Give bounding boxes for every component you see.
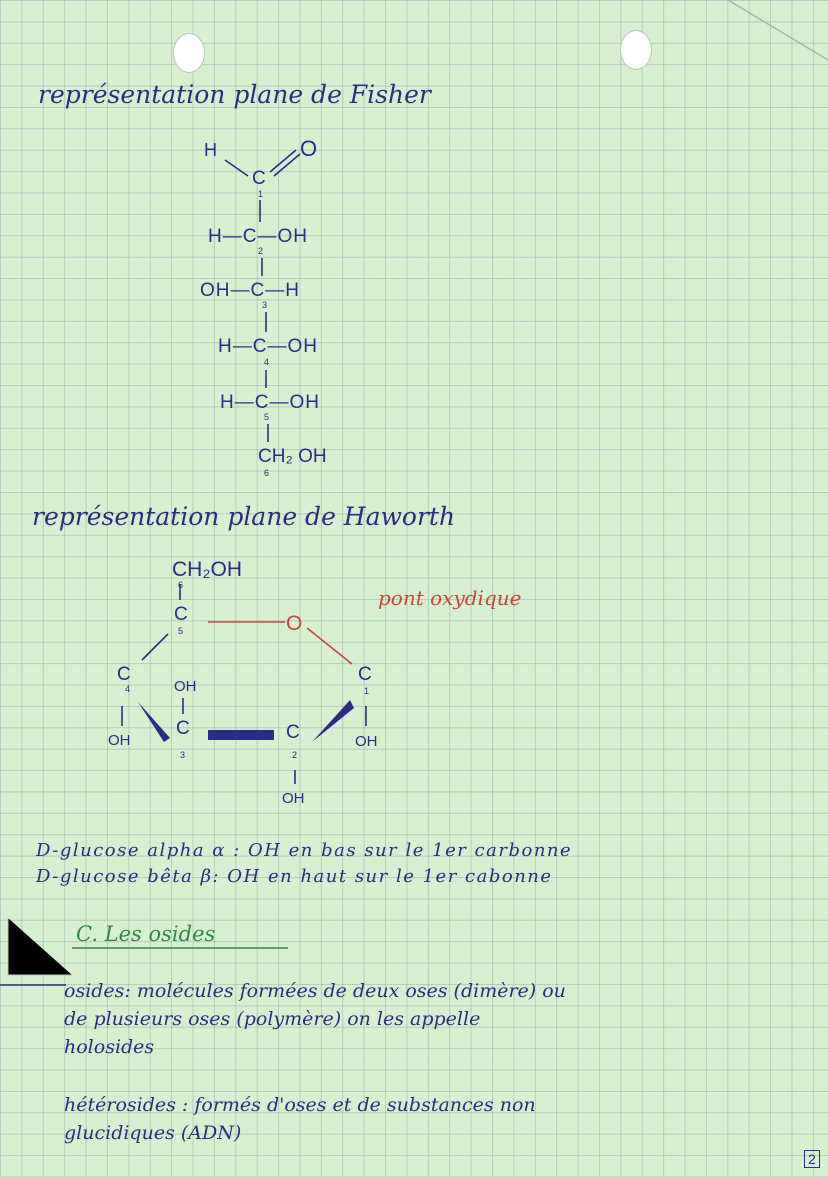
haworth-c4: C bbox=[117, 664, 131, 685]
pont-oxydique-label: pont oxydique bbox=[378, 586, 522, 610]
fisher-c1-o: O bbox=[300, 136, 318, 161]
fisher-row-5: H—C—OH bbox=[220, 392, 320, 413]
haworth-ring-oxygen: O bbox=[286, 612, 303, 635]
haworth-c2-num: 2 bbox=[292, 750, 298, 760]
osides-line-1: osides: molécules formées de deux oses (dimère) ou bbox=[64, 980, 566, 1002]
fisher-row-6-num: 6 bbox=[264, 468, 270, 478]
haworth-c6-num: 6 bbox=[178, 580, 184, 590]
page-number: 2 bbox=[804, 1150, 820, 1168]
haworth-c2: C bbox=[286, 722, 300, 743]
fisher-row-3-num: 3 bbox=[262, 300, 268, 310]
fisher-title: représentation plane de Fisher bbox=[38, 80, 431, 109]
fisher-c1: C bbox=[252, 168, 266, 189]
note-alpha: D-glucose alpha α : OH en bas sur le 1er carbonne bbox=[36, 840, 573, 861]
haworth-c3-oh: OH bbox=[174, 678, 197, 695]
fisher-c1-h: H bbox=[204, 140, 217, 160]
fisher-c1-num: 1 bbox=[258, 189, 264, 199]
haworth-ch2oh: CH₂OH bbox=[172, 558, 242, 581]
heterosides-line-2: glucidiques (ADN) bbox=[64, 1122, 242, 1144]
note-beta: D-glucose bêta β: OH en haut sur le 1er cabonne bbox=[36, 866, 553, 887]
haworth-c5-num: 5 bbox=[178, 626, 184, 636]
section-heading: C. Les osides bbox=[76, 922, 216, 946]
fisher-row-4: H—C—OH bbox=[218, 336, 318, 357]
haworth-c3-num: 3 bbox=[180, 750, 186, 760]
haworth-c5: C bbox=[174, 604, 188, 625]
heterosides-line-1: hétérosides : formés d'oses et de substances non bbox=[64, 1094, 536, 1116]
fisher-row-4-num: 4 bbox=[264, 357, 270, 367]
fisher-row-6: CH₂ OH bbox=[258, 446, 327, 467]
haworth-c2-oh: OH bbox=[282, 790, 305, 807]
haworth-c4-num: 4 bbox=[125, 684, 131, 694]
fisher-row-3: OH—C—H bbox=[200, 280, 300, 301]
haworth-c1: C bbox=[358, 664, 372, 685]
osides-line-2: de plusieurs oses (polymère) on les appelle bbox=[64, 1008, 481, 1030]
fisher-row-2-num: 2 bbox=[258, 246, 264, 256]
haworth-title: représentation plane de Haworth bbox=[32, 502, 456, 531]
fisher-row-5-num: 5 bbox=[264, 412, 270, 422]
haworth-c1-num: 1 bbox=[364, 686, 370, 696]
haworth-c4-oh: OH bbox=[108, 732, 131, 749]
osides-line-3: holosides bbox=[64, 1036, 155, 1058]
haworth-c3: C bbox=[176, 718, 190, 739]
haworth-c1-oh: OH bbox=[355, 733, 378, 750]
fisher-row-2: H—C—OH bbox=[208, 226, 308, 247]
